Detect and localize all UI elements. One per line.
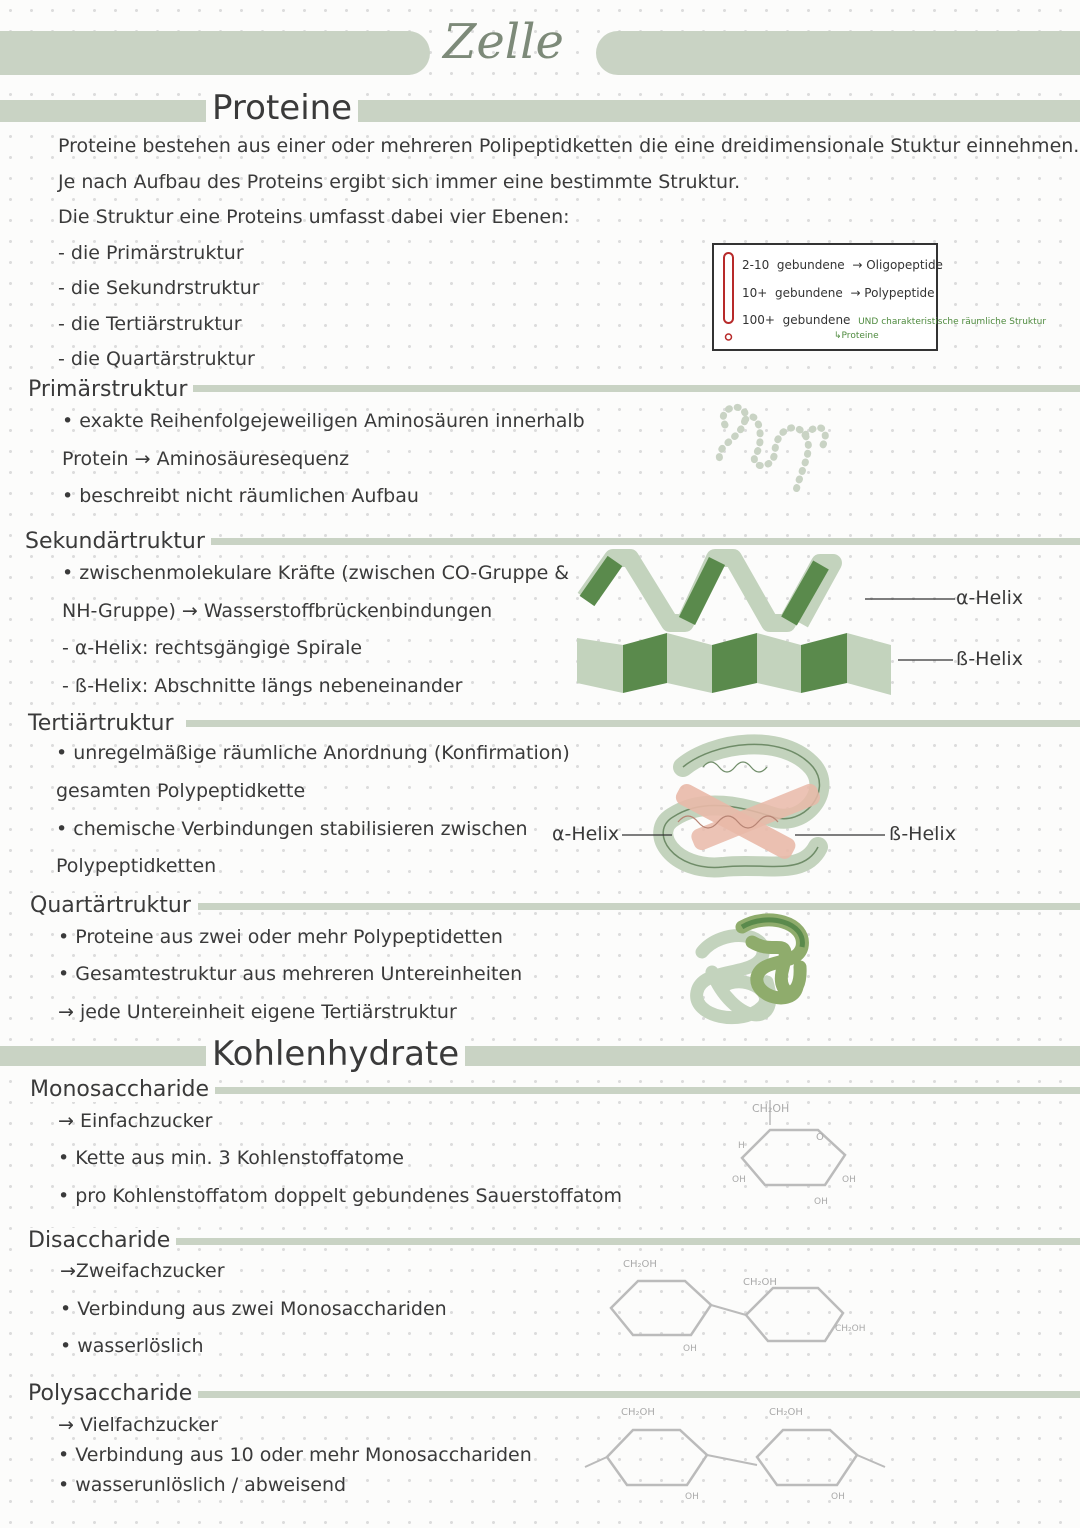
- pointer-line: [865, 598, 955, 600]
- disaccharide-rings: [603, 1253, 873, 1353]
- subsection-line: [198, 1087, 1080, 1094]
- atom-label: H: [738, 1141, 745, 1151]
- text-line: → Vielfachzucker: [58, 1414, 218, 1436]
- text-line: → Einfachzucker: [58, 1110, 213, 1132]
- level-item: - die Tertiärstruktur: [58, 313, 242, 335]
- helix-illustration: [575, 553, 895, 698]
- text-line: gesamten Polypeptidkette: [56, 780, 306, 802]
- section-band-kohlenhydrate: [0, 1046, 1080, 1066]
- level-item: - die Sekundrstruktur: [58, 277, 260, 299]
- text-line: • exakte Reihenfolgejeweiligen Aminosäuren innerhalb: [62, 410, 585, 432]
- subsection-line: [186, 720, 1080, 727]
- text-line: • Proteine aus zwei oder mehr Polypeptidetten: [58, 926, 503, 948]
- heading-sekundaerstruktur: Sekundärtruktur: [25, 529, 211, 554]
- text-line: • zwischenmolekulare Kräfte (zwischen CO-Gruppe &: [62, 562, 570, 584]
- group-label: CH₂OH: [835, 1324, 866, 1334]
- text-line: • chemische Verbindungen stabilisieren zwischen: [56, 818, 528, 840]
- text-line: NH-Gruppe) → Wasserstoffbrückenbindungen: [62, 600, 493, 622]
- legend-row: 100+ gebundene UND charakteristische räumliche Struktur: [742, 313, 1047, 327]
- group-label: CH₂OH: [752, 1102, 790, 1115]
- group-label: CH₂OH: [621, 1407, 655, 1418]
- text-line: • beschreibt nicht räumlichen Aufbau: [62, 485, 419, 507]
- text-line: • Verbindung aus zwei Monosacchariden: [60, 1298, 447, 1320]
- label-alpha-helix: α-Helix: [552, 823, 620, 845]
- peptide-legend-box: [712, 243, 1047, 351]
- legend-sub: ↳Proteine: [834, 331, 879, 341]
- polysaccharide-rings: [585, 1405, 895, 1505]
- heading-monosaccharide: Monosaccharide: [30, 1077, 215, 1102]
- pointer-line: [622, 834, 672, 836]
- legend-row: 10+ gebundene → Polypeptide: [742, 286, 935, 300]
- monosaccharide-ring: [730, 1100, 865, 1210]
- text-line: • Verbindung aus 10 oder mehr Monosacchariden: [58, 1444, 532, 1466]
- atom-label: OH: [831, 1492, 845, 1502]
- atom-label: OH: [842, 1175, 856, 1185]
- atom-label: O: [816, 1132, 824, 1143]
- page-title: Zelle: [443, 14, 564, 70]
- heading-polysaccharide: Polysaccharide: [28, 1381, 198, 1406]
- heading-tertiaerstruktur: Tertiärtruktur: [28, 711, 180, 736]
- text-line: • Gesamtestruktur aus mehreren Untereinheiten: [58, 963, 523, 985]
- heading-quartaerstruktur: Quartärtruktur: [30, 893, 197, 918]
- text-line: Polypeptidketten: [56, 855, 217, 877]
- intro-line: Je nach Aufbau des Proteins ergibt sich immer eine bestimmte Struktur.: [58, 171, 741, 193]
- text-line: →Zweifachzucker: [60, 1260, 225, 1282]
- heading-primaerstruktur: Primärstruktur: [28, 377, 193, 402]
- atom-label: OH: [732, 1175, 746, 1185]
- label-beta-helix: ß-Helix: [889, 823, 956, 845]
- subsection-line: [190, 385, 1080, 392]
- pointer-line: [898, 659, 953, 661]
- pointer-line: [795, 834, 885, 836]
- intro-line: Proteine bestehen aus einer oder mehreren Polipeptidketten die eine dreidimensionale Stuktur einnehmen.: [58, 135, 1080, 157]
- subsection-line: [198, 903, 1080, 910]
- atom-label: OH: [814, 1197, 828, 1207]
- section-heading-proteine: Proteine: [206, 88, 358, 128]
- subsection-line: [205, 538, 1080, 545]
- tertiary-fold-illustration: [643, 737, 833, 882]
- text-line: • wasserunlöslich / abweisend: [58, 1474, 347, 1496]
- label-alpha-helix: α-Helix: [956, 587, 1024, 609]
- atom-label: OH: [685, 1492, 699, 1502]
- subsection-line: [190, 1391, 1080, 1398]
- quaternary-fold-illustration: [682, 912, 817, 1037]
- text-line: • pro Kohlenstoffatom doppelt gebundenes Sauerstoffatom: [58, 1185, 622, 1207]
- label-beta-helix: ß-Helix: [956, 648, 1023, 670]
- level-item: - die Quartärstruktur: [58, 348, 255, 370]
- text-line: Protein → Aminosäuresequenz: [62, 448, 350, 470]
- atom-label: OH: [683, 1344, 697, 1354]
- text-line: - α-Helix: rechtsgängige Spirale: [62, 637, 363, 659]
- intro-line: Die Struktur eine Proteins umfasst dabei vier Ebenen:: [58, 206, 570, 228]
- legend-row: 2-10 gebundene → Oligopeptide: [742, 258, 943, 272]
- text-line: - ß-Helix: Abschnitte längs nebeneinander: [62, 675, 463, 697]
- amino-chain-illustration: [705, 400, 835, 500]
- title-band-right: [596, 31, 1080, 75]
- group-label: CH₂OH: [769, 1407, 803, 1418]
- text-line: • wasserlöslich: [60, 1335, 204, 1357]
- heading-disaccharide: Disaccharide: [28, 1228, 176, 1253]
- title-band-left: [0, 31, 430, 75]
- group-label: CH₂OH: [743, 1277, 777, 1288]
- level-item: - die Primärstruktur: [58, 242, 244, 264]
- section-band-proteine: [0, 100, 1080, 122]
- text-line: • unregelmäßige räumliche Anordnung (Konfirmation): [56, 742, 570, 764]
- group-label: CH₂OH: [623, 1259, 657, 1270]
- text-line: → jede Untereinheit eigene Tertiärstruktur: [58, 1001, 457, 1023]
- subsection-line: [168, 1238, 1080, 1245]
- text-line: • Kette aus min. 3 Kohlenstoffatome: [58, 1147, 404, 1169]
- section-heading-kohlenhydrate: Kohlenhydrate: [206, 1034, 465, 1074]
- thermometer-icon: [720, 251, 740, 351]
